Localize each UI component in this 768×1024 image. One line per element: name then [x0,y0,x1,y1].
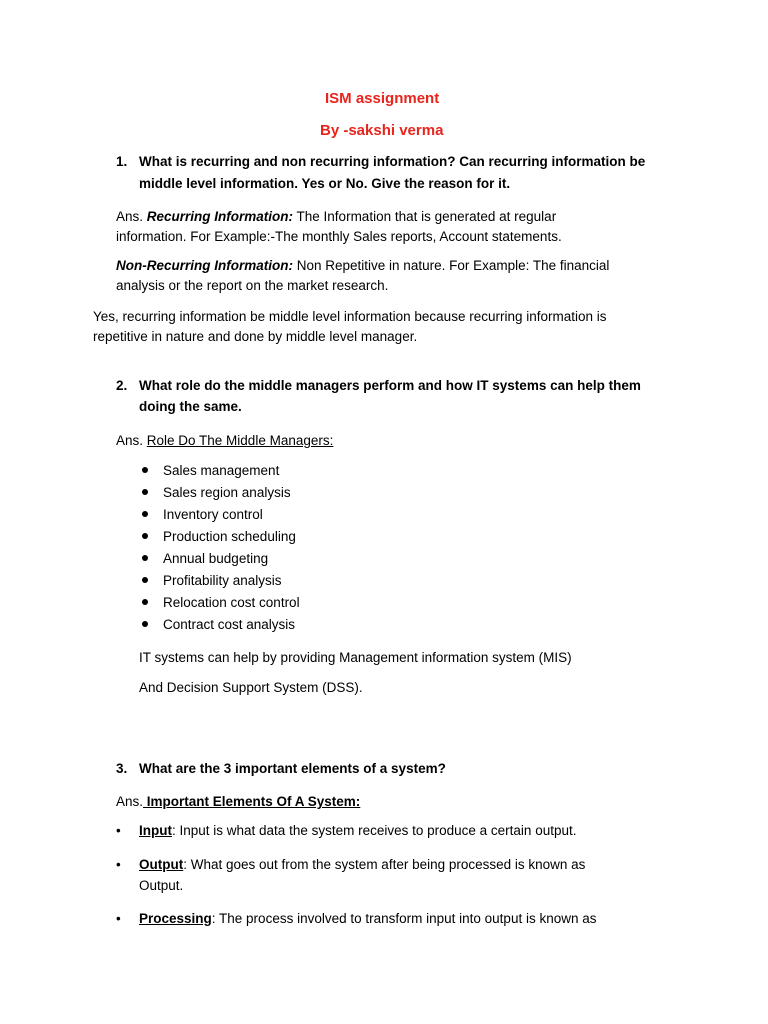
list-item: Relocation cost control [163,595,300,610]
bullet-icon: • [116,823,121,838]
document-author: By -sakshi verma [320,122,444,139]
bullet-icon [142,511,148,517]
bullet-icon [142,621,148,627]
q2-answer-heading: Role Do The Middle Managers: [146,433,334,448]
question-3-text: What are the 3 important elements of a system? [139,761,446,776]
it-systems-line-2: And Decision Support System (DSS). [139,680,363,695]
list-item: Contract cost analysis [163,617,296,632]
bullet-icon: • [116,911,121,926]
q2-answer-heading-line [116,430,333,451]
element-term: Output [139,857,184,872]
list-item: Production scheduling [163,529,296,544]
bullet-icon: • [116,857,121,872]
list-item [139,854,585,875]
list-item: Annual budgeting [163,551,269,566]
q3-answer-heading-line [116,791,360,812]
list-item [139,820,576,841]
nonrecurring-label: Non-Recurring Information: [116,258,293,273]
element-term: Input [139,823,172,838]
bullet-icon [142,533,148,539]
ans-prefix: Ans. [116,794,144,809]
it-systems-line-1: IT systems can help by providing Management information system (MIS) [139,650,572,665]
q1-recurring-paragraph [116,206,556,227]
question-2-number: 2. [116,378,128,393]
question-2-line-2: doing the same. [139,399,242,414]
list-item: Sales region analysis [163,485,291,500]
question-1-line-1: What is recurring and non recurring information? Can recurring information be [139,154,646,169]
bullet-icon [142,489,148,495]
q3-answer-heading: Important Elements Of A System: [143,794,361,809]
bullet-icon [142,599,148,605]
element-text-continued: Output. [139,878,184,893]
element-term: Processing [139,911,212,926]
list-item: Inventory control [163,507,263,522]
recurring-text-2: information. For Example:-The monthly Sales reports, Account statements. [116,229,562,244]
list-item [139,908,597,929]
recurring-label: Recurring Information: [146,209,294,224]
q1-conclusion-line-1: Yes, recurring information be middle level information because recurring information is [93,309,607,324]
question-2-line-1: What role do the middle managers perform and how IT systems can help them [139,378,641,393]
nonrecurring-text-2: analysis or the report on the market research. [116,278,389,293]
nonrecurring-text-1: Non Repetitive in nature. For Example: The financial [293,258,610,273]
document-title: ISM assignment [325,90,440,107]
question-1-number: 1. [116,154,128,169]
q1-conclusion-line-2: repetitive in nature and done by middle level manager. [93,329,418,344]
question-3-number: 3. [116,761,128,776]
question-1-line-2: middle level information. Yes or No. Give the reason for it. [139,176,511,191]
ans-prefix: Ans. [116,433,147,448]
bullet-icon [142,467,148,473]
bullet-icon [142,555,148,561]
element-text: : Input is what data the system receives to produce a certain output. [172,823,577,838]
recurring-text-1: The Information that is generated at regular [293,209,557,224]
q1-nonrecurring-paragraph [116,255,609,276]
ans-prefix: Ans. [116,209,147,224]
element-text: : What goes out from the system after being processed is known as [183,857,586,872]
element-text: : The process involved to transform input into output is known as [211,911,597,926]
list-item: Profitability analysis [163,573,282,588]
list-item: Sales management [163,463,280,478]
bullet-icon [142,577,148,583]
